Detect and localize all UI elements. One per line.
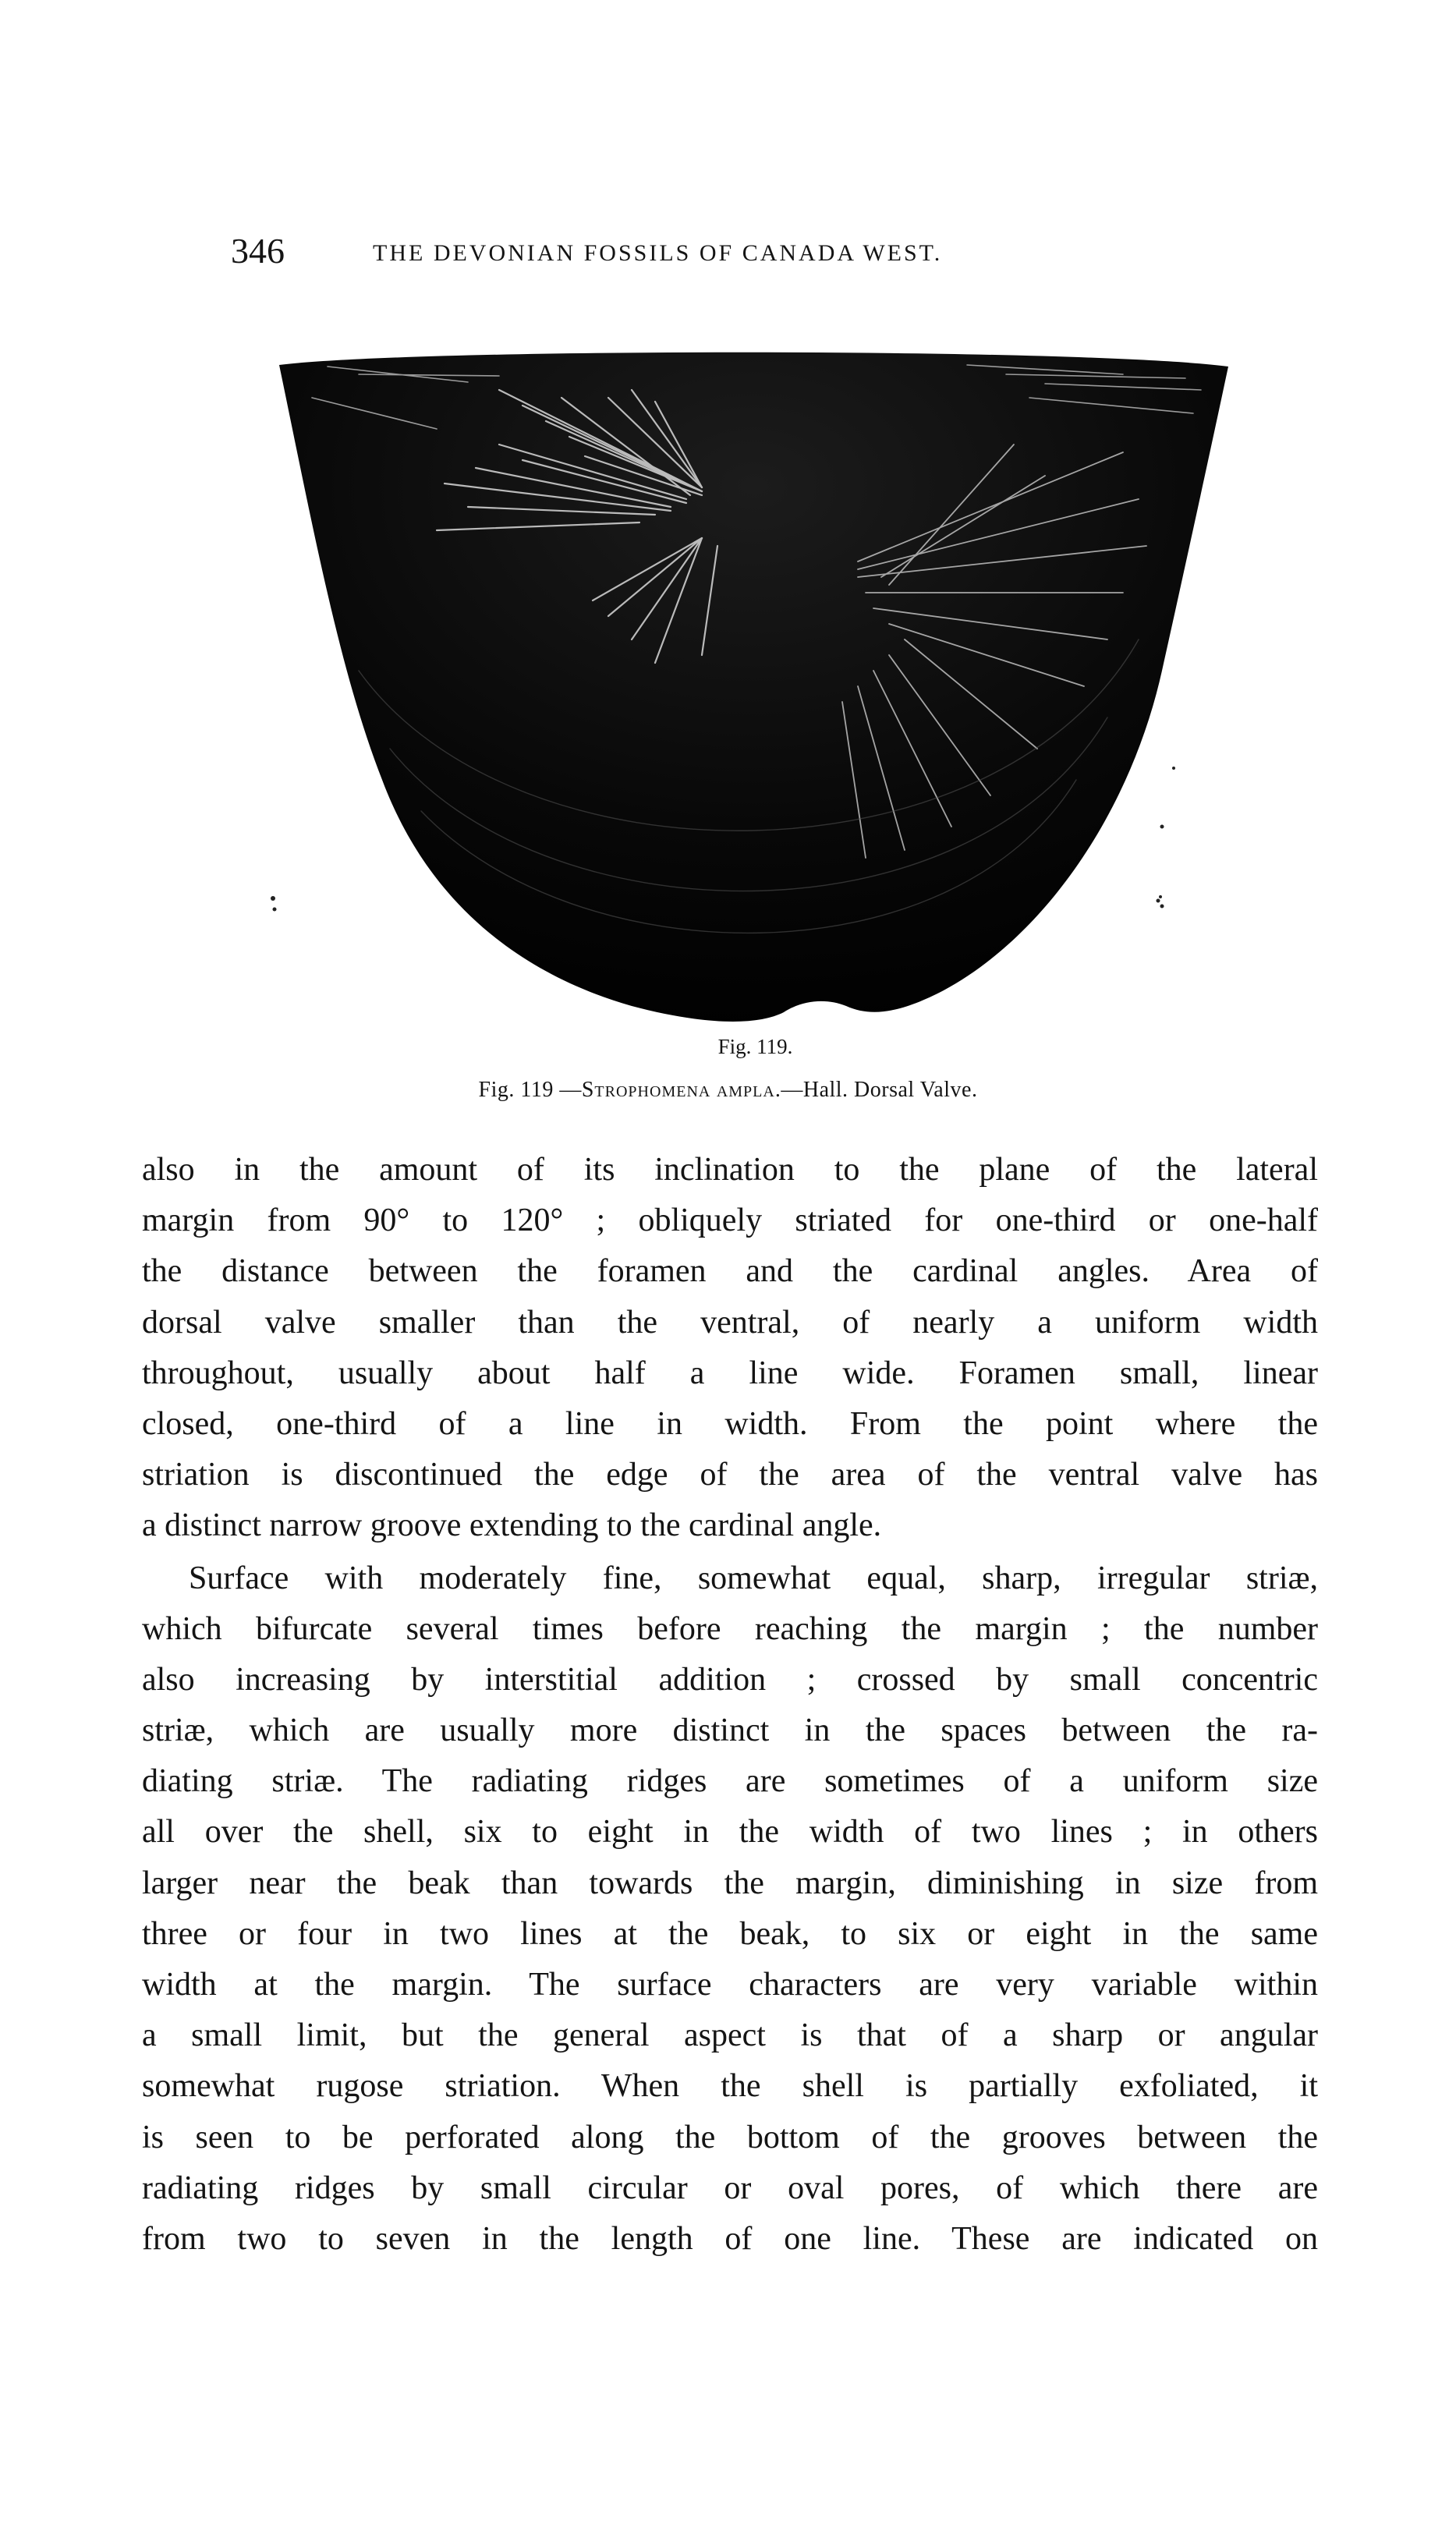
caption-species: ampla xyxy=(716,1078,775,1102)
text-line: the distance between the foramen and the cardinal angles. Area of xyxy=(142,1253,1318,1290)
page-number: 346 xyxy=(231,231,285,271)
text-line: dorsal valve smaller than the ventral, of nearly a uniform width xyxy=(142,1304,1318,1341)
text-line: radiating ridges by small circular or oval pores, of which there are xyxy=(142,2169,1318,2206)
text-line: is seen to be perforated along the bottom of the grooves between the xyxy=(142,2119,1318,2155)
caption-genus: Strophomena xyxy=(581,1078,711,1102)
text-line: from two to seven in the length of one line. These are indicated on xyxy=(142,2220,1318,2257)
text-line: striation is discontinued the edge of the area of the ventral valve has xyxy=(142,1457,1318,1493)
text-line: somewhat rugose striation. When the shell is partially exfoliated, it xyxy=(142,2068,1318,2105)
text-line: a small limit, but the general aspect is that of a sharp or angular xyxy=(142,2017,1318,2054)
paragraph-area-description xyxy=(142,1145,1318,1552)
running-head xyxy=(231,228,1237,275)
caption-prefix: Fig. 119 — xyxy=(478,1078,582,1102)
caption-suffix: .—Hall. Dorsal Valve. xyxy=(774,1078,978,1102)
fossil-figure xyxy=(265,343,1240,1029)
text-line: also increasing by interstitial addition ; crossed by small concentric xyxy=(142,1661,1318,1698)
text-line: closed, one-third of a line in width. From the point where the xyxy=(142,1405,1318,1442)
text-line: Surface with moderately fine, somewhat equal, sharp, irregular striæ, xyxy=(189,1560,1318,1596)
figure-number: Fig. 119. xyxy=(717,1035,793,1058)
figure-caption xyxy=(0,1073,1456,1107)
text-line: three or four in two lines at the beak, to six or eight in the same xyxy=(142,1915,1318,1952)
text-line: width at the margin. The surface characters are very variable within xyxy=(142,1967,1318,2003)
strophomena-shell-icon xyxy=(265,343,1240,1029)
body-text xyxy=(142,1145,1318,2265)
text-line: striæ, which are usually more distinct in the spaces between the ra- xyxy=(142,1713,1318,1749)
paragraph-surface-description xyxy=(142,1553,1318,2265)
text-line: also in the amount of its inclination to the plane of the lateral xyxy=(142,1152,1318,1188)
text-line: margin from 90° to 120° ; obliquely striated for one-third or one-half xyxy=(142,1203,1318,1239)
text-line: diating striæ. The radiating ridges are sometimes of a uniform size xyxy=(142,1763,1318,1800)
text-line: all over the shell, six to eight in the width of two lines ; in others xyxy=(142,1814,1318,1851)
text-line: a distinct narrow groove extending to the cardinal angle. xyxy=(142,1507,882,1544)
running-title: THE DEVONIAN FOSSILS OF CANADA WEST. xyxy=(373,240,943,266)
text-line: larger near the beak than towards the margin, diminishing in size from xyxy=(142,1865,1318,1901)
text-line: throughout, usually about half a line wide. Foramen small, linear xyxy=(142,1355,1318,1391)
text-line: which bifurcate several times before reaching the margin ; the number xyxy=(142,1610,1318,1647)
